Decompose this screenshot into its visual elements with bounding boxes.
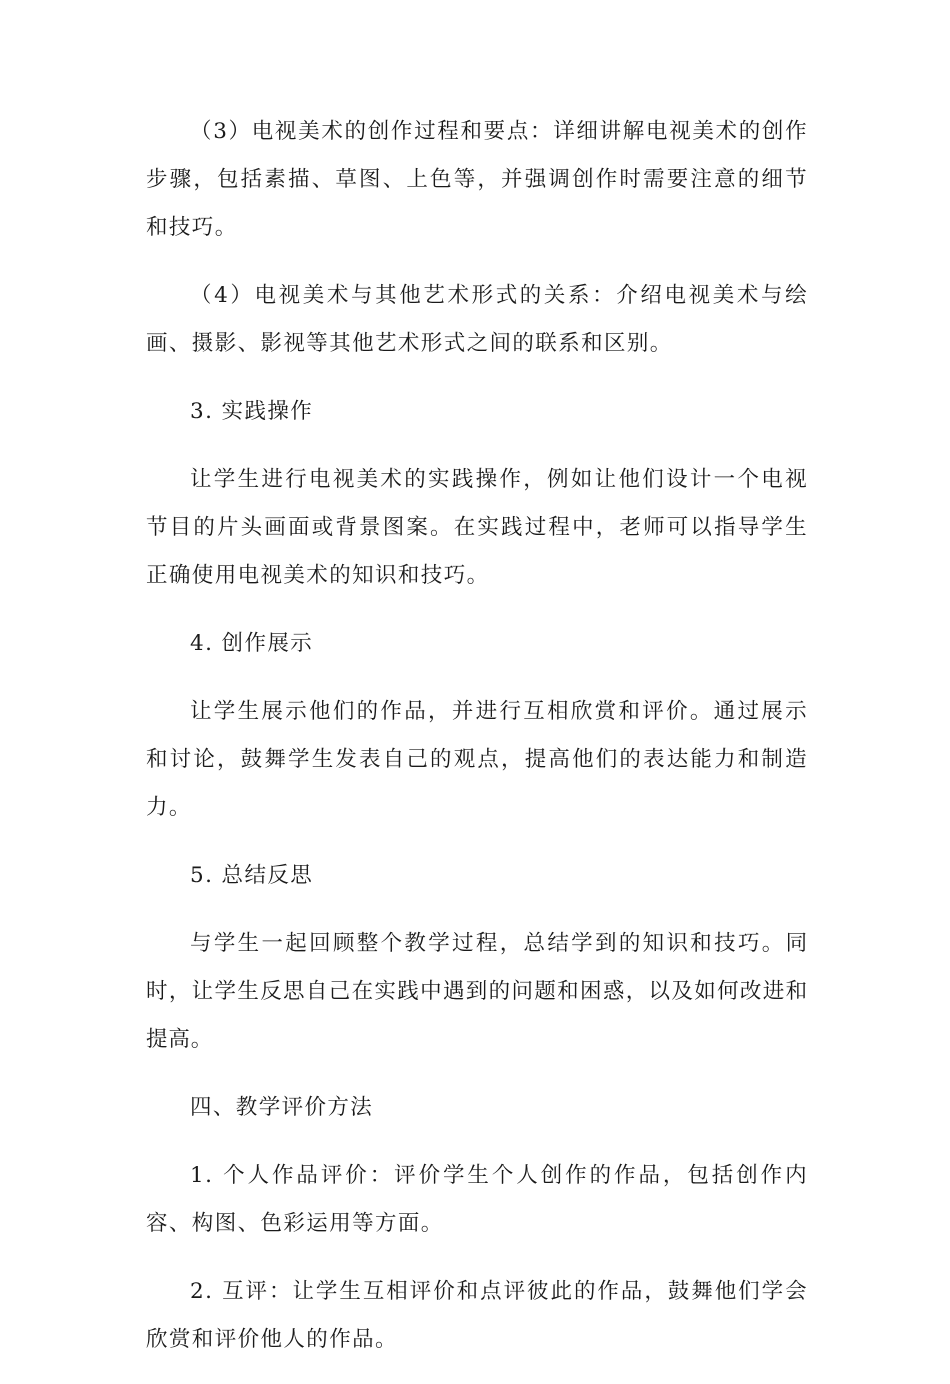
section-heading-evaluation-methods: 四、教学评价方法: [190, 1095, 374, 1120]
paragraph-individual-evaluation: 1. 个人作品评价：评价学生个人创作的作品，包括创作内容、构图、色彩运用等方面。: [146, 1163, 808, 1236]
paragraph-reflection: 与学生一起回顾整个教学过程，总结学到的知识和技巧。同时，让学生反思自己在实践中遇到的问题和困惑，以及如何改进和提高。: [146, 931, 808, 1052]
section-heading-showcase: 4. 创作展示: [190, 631, 314, 656]
section-heading-practice: 3. 实践操作: [190, 399, 314, 424]
paragraph-creation-process: （3）电视美术的创作过程和要点：详细讲解电视美术的创作步骤，包括素描、草图、上色等，并强调创作时需要注意的细节和技巧。: [146, 119, 808, 240]
section-heading-reflection: 5. 总结反思: [190, 863, 314, 888]
paragraph-showcase: 让学生展示他们的作品，并进行互相欣赏和评价。通过展示和讨论，鼓舞学生发表自己的观点，提高他们的表达能力和制造力。: [146, 699, 808, 820]
paragraph-art-relationship: （4）电视美术与其他艺术形式的关系：介绍电视美术与绘画、摄影、影视等其他艺术形式之间的联系和区别。: [146, 283, 808, 356]
paragraph-peer-evaluation: 2. 互评：让学生互相评价和点评彼此的作品，鼓舞他们学会欣赏和评价他人的作品。: [146, 1279, 808, 1352]
document-body: [146, 108, 808, 1384]
paragraph-practice: 让学生进行电视美术的实践操作，例如让他们设计一个电视节目的片头画面或背景图案。在实践过程中，老师可以指导学生正确使用电视美术的知识和技巧。: [146, 467, 808, 588]
